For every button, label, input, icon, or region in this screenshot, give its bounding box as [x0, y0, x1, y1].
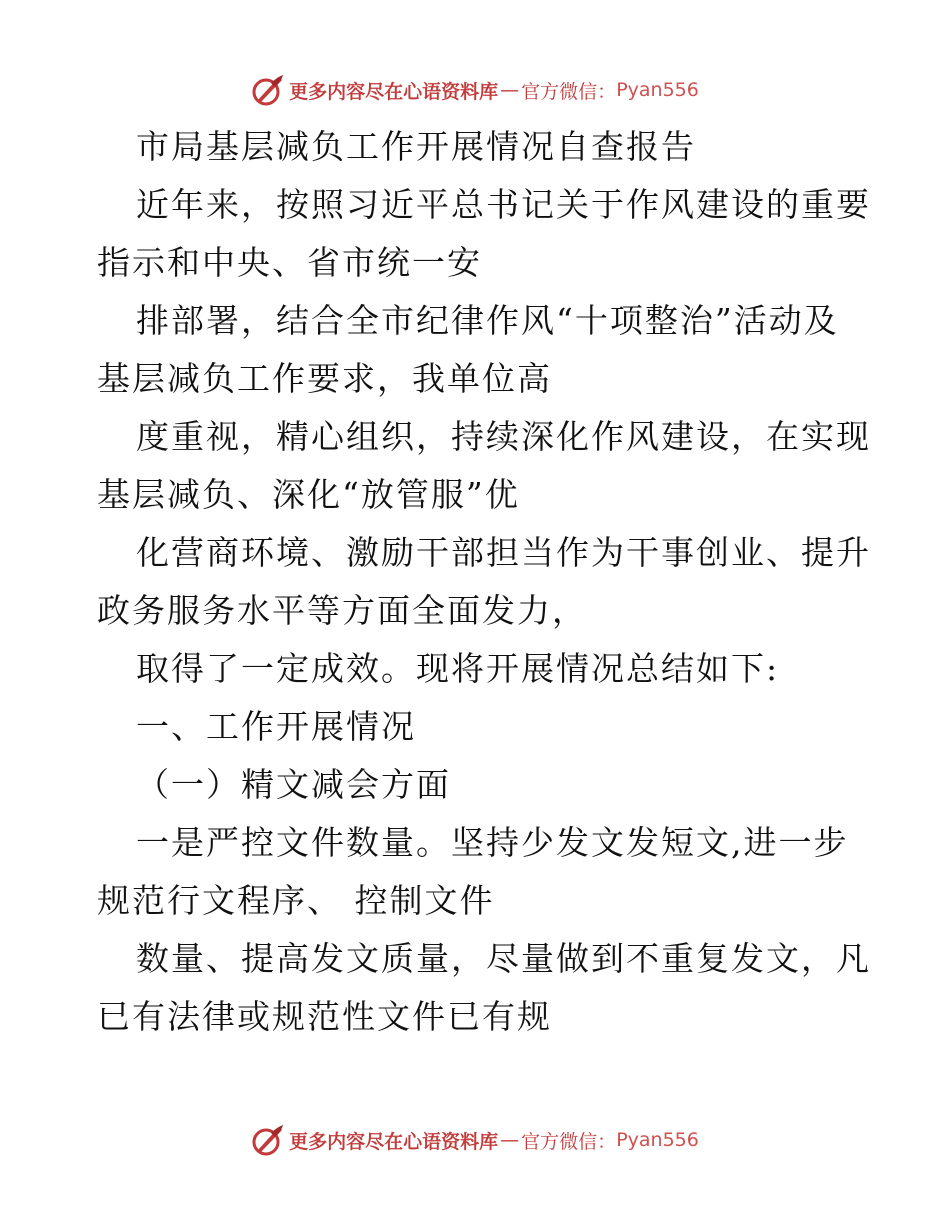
document-line: 政务服务水平等方面全面发力， [97, 591, 587, 630]
document-line: 指示和中央、省市统一安 [97, 243, 482, 282]
banner-text: 更多内容尽在心语资料库 [289, 1130, 499, 1153]
header-watermark-banner [0, 70, 950, 110]
document-line: （一）精文减会方面 [136, 765, 451, 804]
document-line: 基层减负、深化“放管服”优 [97, 475, 520, 514]
document-line: 数量、提高发文质量，尽量做到不重复发文，凡 [136, 939, 871, 978]
banner-separator: — [500, 1129, 520, 1151]
banner-separator: — [500, 79, 520, 101]
document-line: 近年来，按照习近平总书记关于作风建设的重要 [136, 185, 871, 224]
document-line: 基层减负工作要求，我单位高 [97, 359, 552, 398]
quill-pen-logo-icon [251, 73, 285, 107]
document-line: 市局基层减负工作开展情况自查报告 [136, 127, 696, 166]
banner-wechat-label: 官方微信： [521, 1130, 617, 1153]
document-line: 一、工作开展情况 [136, 707, 416, 746]
document-line: 已有法律或规范性文件已有规 [97, 997, 552, 1036]
banner-text: 更多内容尽在心语资料库 [289, 80, 499, 103]
document-line: 化营商环境、激励干部担当作为干事创业、提升 [136, 533, 871, 572]
banner-wechat-id: Pyan556 [616, 1129, 699, 1151]
banner-wechat-id: Pyan556 [616, 79, 699, 101]
document-body [97, 118, 871, 1046]
quill-pen-logo-icon [251, 1123, 285, 1157]
banner-wechat-label: 官方微信： [521, 80, 617, 103]
document-line: 排部署，结合全市纪律作风“十项整治”活动及 [136, 301, 839, 340]
document-line: 取得了一定成效。现将开展情况总结如下: [136, 649, 780, 688]
footer-watermark-banner [0, 1120, 950, 1160]
document-line: 一是严控文件数量。坚持少发文发短文,进一步 [136, 823, 849, 862]
document-line: 规范行文程序、 控制文件 [97, 881, 495, 920]
document-line: 度重视，精心组织，持续深化作风建设，在实现 [136, 417, 871, 456]
